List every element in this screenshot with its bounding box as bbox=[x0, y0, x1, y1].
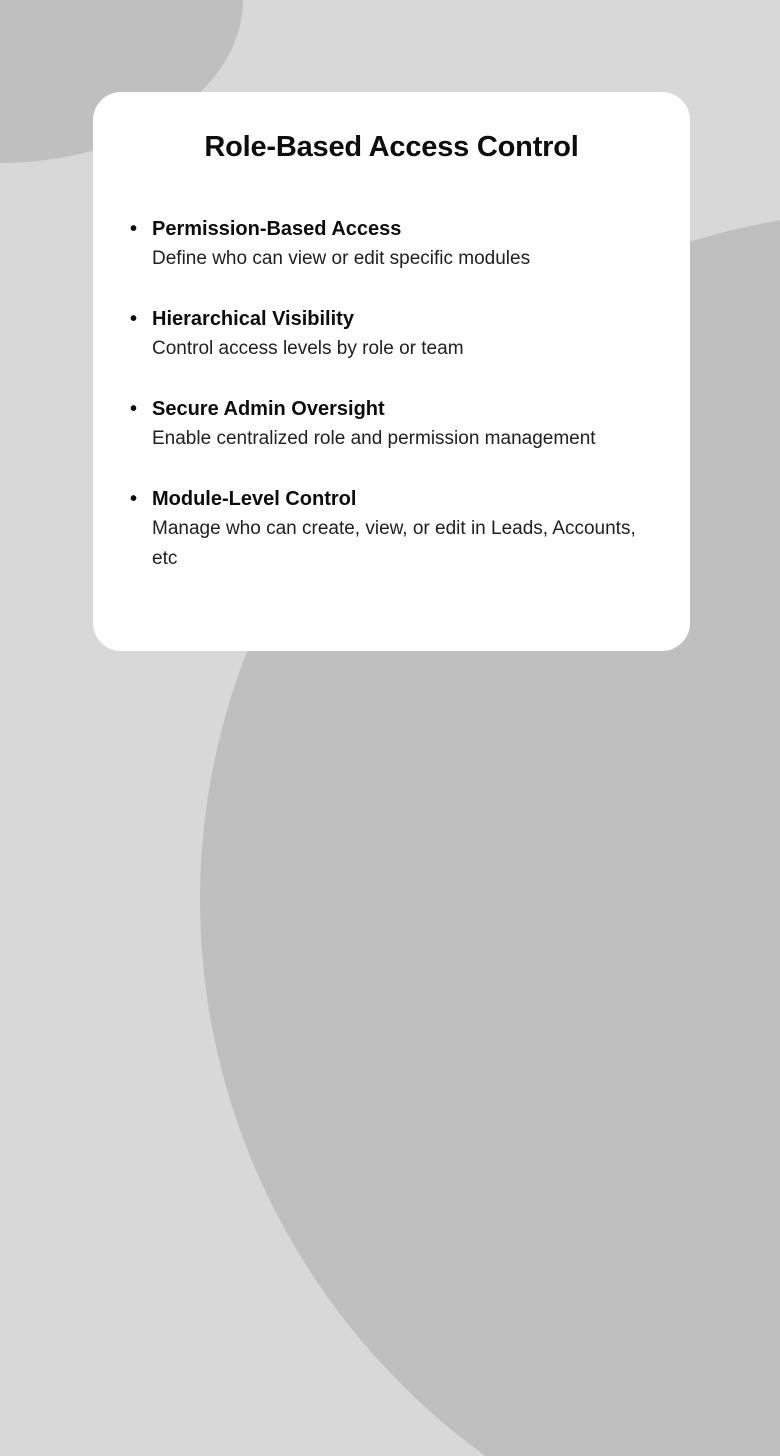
bullet-icon: • bbox=[130, 308, 138, 330]
feature-heading: Secure Admin Oversight bbox=[152, 398, 385, 420]
feature-text bbox=[152, 214, 530, 274]
feature-item-permission-based-access bbox=[130, 214, 660, 274]
bullet-icon: • bbox=[130, 218, 138, 240]
feature-item-secure-admin-oversight bbox=[130, 394, 660, 454]
card-title: Role-Based Access Control bbox=[204, 131, 579, 163]
feature-item-module-level-control bbox=[130, 484, 660, 574]
feature-text bbox=[152, 484, 660, 574]
feature-text bbox=[152, 394, 596, 454]
feature-description: Enable centralized role and permission management bbox=[152, 428, 596, 449]
feature-heading: Module-Level Control bbox=[152, 488, 357, 510]
bullet-icon: • bbox=[130, 398, 138, 420]
rbac-info-card bbox=[93, 92, 690, 651]
feature-heading: Hierarchical Visibility bbox=[152, 308, 354, 330]
feature-text bbox=[152, 304, 464, 364]
feature-description: Manage who can create, view, or edit in Leads, Accounts, etc bbox=[152, 518, 636, 569]
bullet-icon: • bbox=[130, 488, 138, 510]
feature-description: Define who can view or edit specific modules bbox=[152, 248, 531, 269]
feature-list bbox=[93, 214, 690, 574]
feature-item-hierarchical-visibility bbox=[130, 304, 660, 364]
feature-description: Control access levels by role or team bbox=[152, 338, 464, 359]
feature-heading: Permission-Based Access bbox=[152, 218, 402, 240]
